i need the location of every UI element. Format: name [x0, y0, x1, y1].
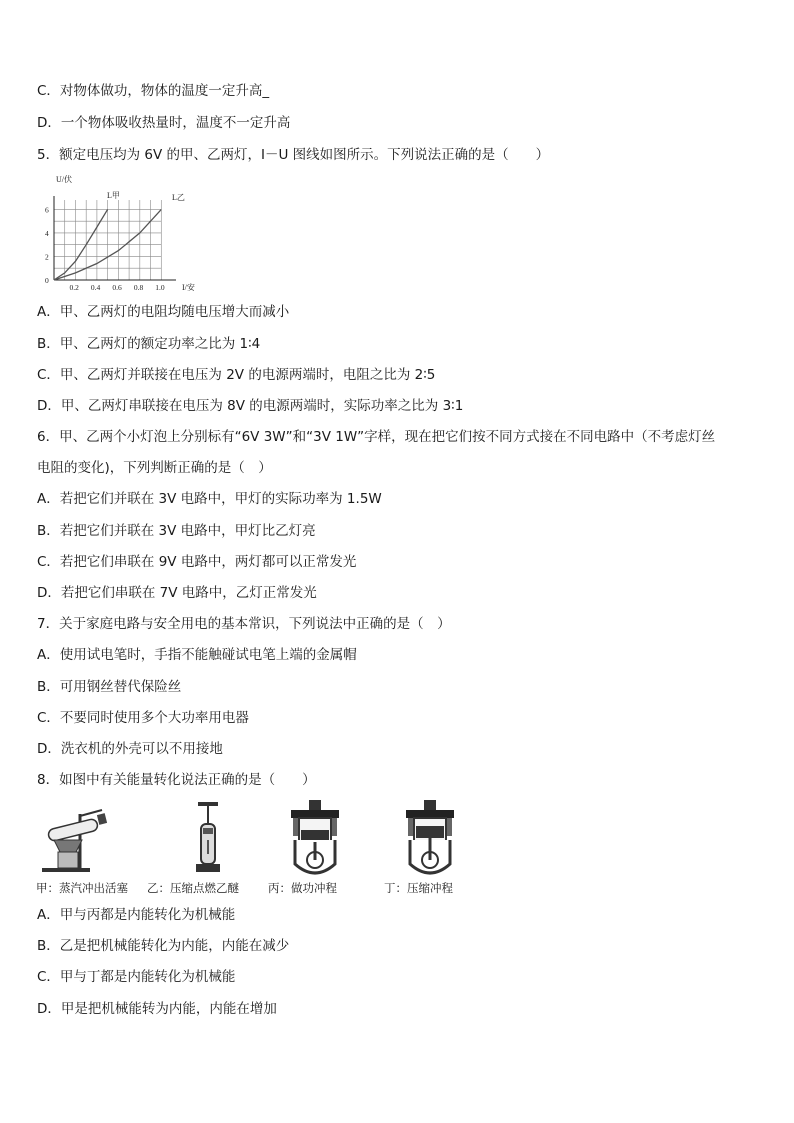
q4-option-c: C．对物体做功，物体的温度一定升高_	[37, 83, 270, 99]
q8-option-b: B．乙是把机械能转化为内能，内能在减少	[37, 938, 290, 954]
q5-stem: 5．额定电压均为 6V 的甲、乙两灯，I－U 图线如图所示。下列说法正确的是（ ）	[37, 147, 550, 163]
q6-option-c: C．若把它们串联在 9V 电路中，两灯都可以正常发光	[37, 554, 357, 570]
compression-ignition-figure	[188, 800, 228, 876]
y-tick-label: 0	[45, 276, 49, 285]
x-tick-label: 1.0	[155, 283, 165, 292]
q8-option-c: C．甲与丁都是内能转化为机械能	[37, 969, 236, 985]
x-tick-label: 0.2	[69, 283, 79, 292]
q8-option-a: A．甲与丙都是内能转化为机械能	[37, 907, 236, 923]
caption-ding: 丁：压缩冲程	[384, 881, 453, 895]
x-tick-label: 0.8	[133, 283, 144, 292]
power-stroke-figure	[287, 800, 343, 876]
y-axis-label: U/伏	[56, 175, 72, 184]
q6-stem-line2: 电阻的变化)，下列判断正确的是（ ）	[37, 460, 272, 476]
q6-option-d: D．若把它们串联在 7V 电路中，乙灯正常发光	[37, 585, 317, 601]
series-label-yi: L乙	[172, 193, 185, 202]
x-tick-label: 0.4	[90, 283, 101, 292]
q6-stem-line1: 6．甲、乙两个小灯泡上分别标有“6V 3W”和“3V 1W”字样，现在把它们按不同方式接在不同电路中（不考虑灯丝	[37, 429, 716, 445]
q5-option-d: D．甲、乙两灯串联接在电压为 8V 的电源两端时，实际功率之比为 3∶1	[37, 398, 464, 414]
q5-option-a: A．甲、乙两灯的电阻均随电压增大而减小	[37, 304, 290, 320]
q6-option-a: A．若把它们并联在 3V 电路中，甲灯的实际功率为 1.5W	[37, 491, 382, 507]
steam-test-tube-figure	[36, 800, 126, 876]
caption-bing: 丙：做功冲程	[268, 881, 337, 895]
graph-axes	[54, 196, 176, 280]
q7-stem: 7．关于家庭电路与安全用电的基本常识，下列说法中正确的是（ ）	[37, 616, 451, 632]
q7-option-a: A．使用试电笔时，手指不能触碰试电笔上端的金属帽	[37, 647, 357, 663]
y-tick-label: 2	[45, 252, 49, 262]
caption-yi: 乙：压缩点燃乙醚	[147, 881, 239, 895]
q4-option-d: D．一个物体吸收热量时，温度不一定升高	[37, 115, 291, 131]
q8-option-d: D．甲是把机械能转为内能，内能在增加	[37, 1001, 277, 1017]
compression-stroke-figure	[402, 800, 458, 876]
iu-graph	[36, 172, 196, 294]
x-tick-label: 0.6	[112, 283, 122, 292]
q5-option-b: B．甲、乙两灯的额定功率之比为 1∶4	[37, 336, 261, 352]
q7-option-d: D．洗衣机的外壳可以不用接地	[37, 741, 223, 757]
y-tick-label: 6	[45, 205, 49, 215]
q7-option-b: B．可用钢丝替代保险丝	[37, 679, 182, 695]
q8-figures	[36, 800, 476, 898]
series-label-jia: L甲	[107, 191, 120, 200]
q7-option-c: C．不要同时使用多个大功率用电器	[37, 710, 249, 726]
y-tick-label: 4	[45, 228, 49, 238]
q8-stem: 8．如图中有关能量转化说法正确的是（ ）	[37, 772, 316, 788]
x-axis-label: I/安	[182, 283, 195, 292]
caption-jia: 甲：蒸汽冲出活塞	[36, 881, 128, 895]
q6-option-b: B．若把它们并联在 3V 电路中，甲灯比乙灯亮	[37, 523, 316, 539]
q5-option-c: C．甲、乙两灯并联接在电压为 2V 的电源两端时，电阻之比为 2∶5	[37, 367, 436, 383]
graph-ticks	[45, 205, 165, 292]
